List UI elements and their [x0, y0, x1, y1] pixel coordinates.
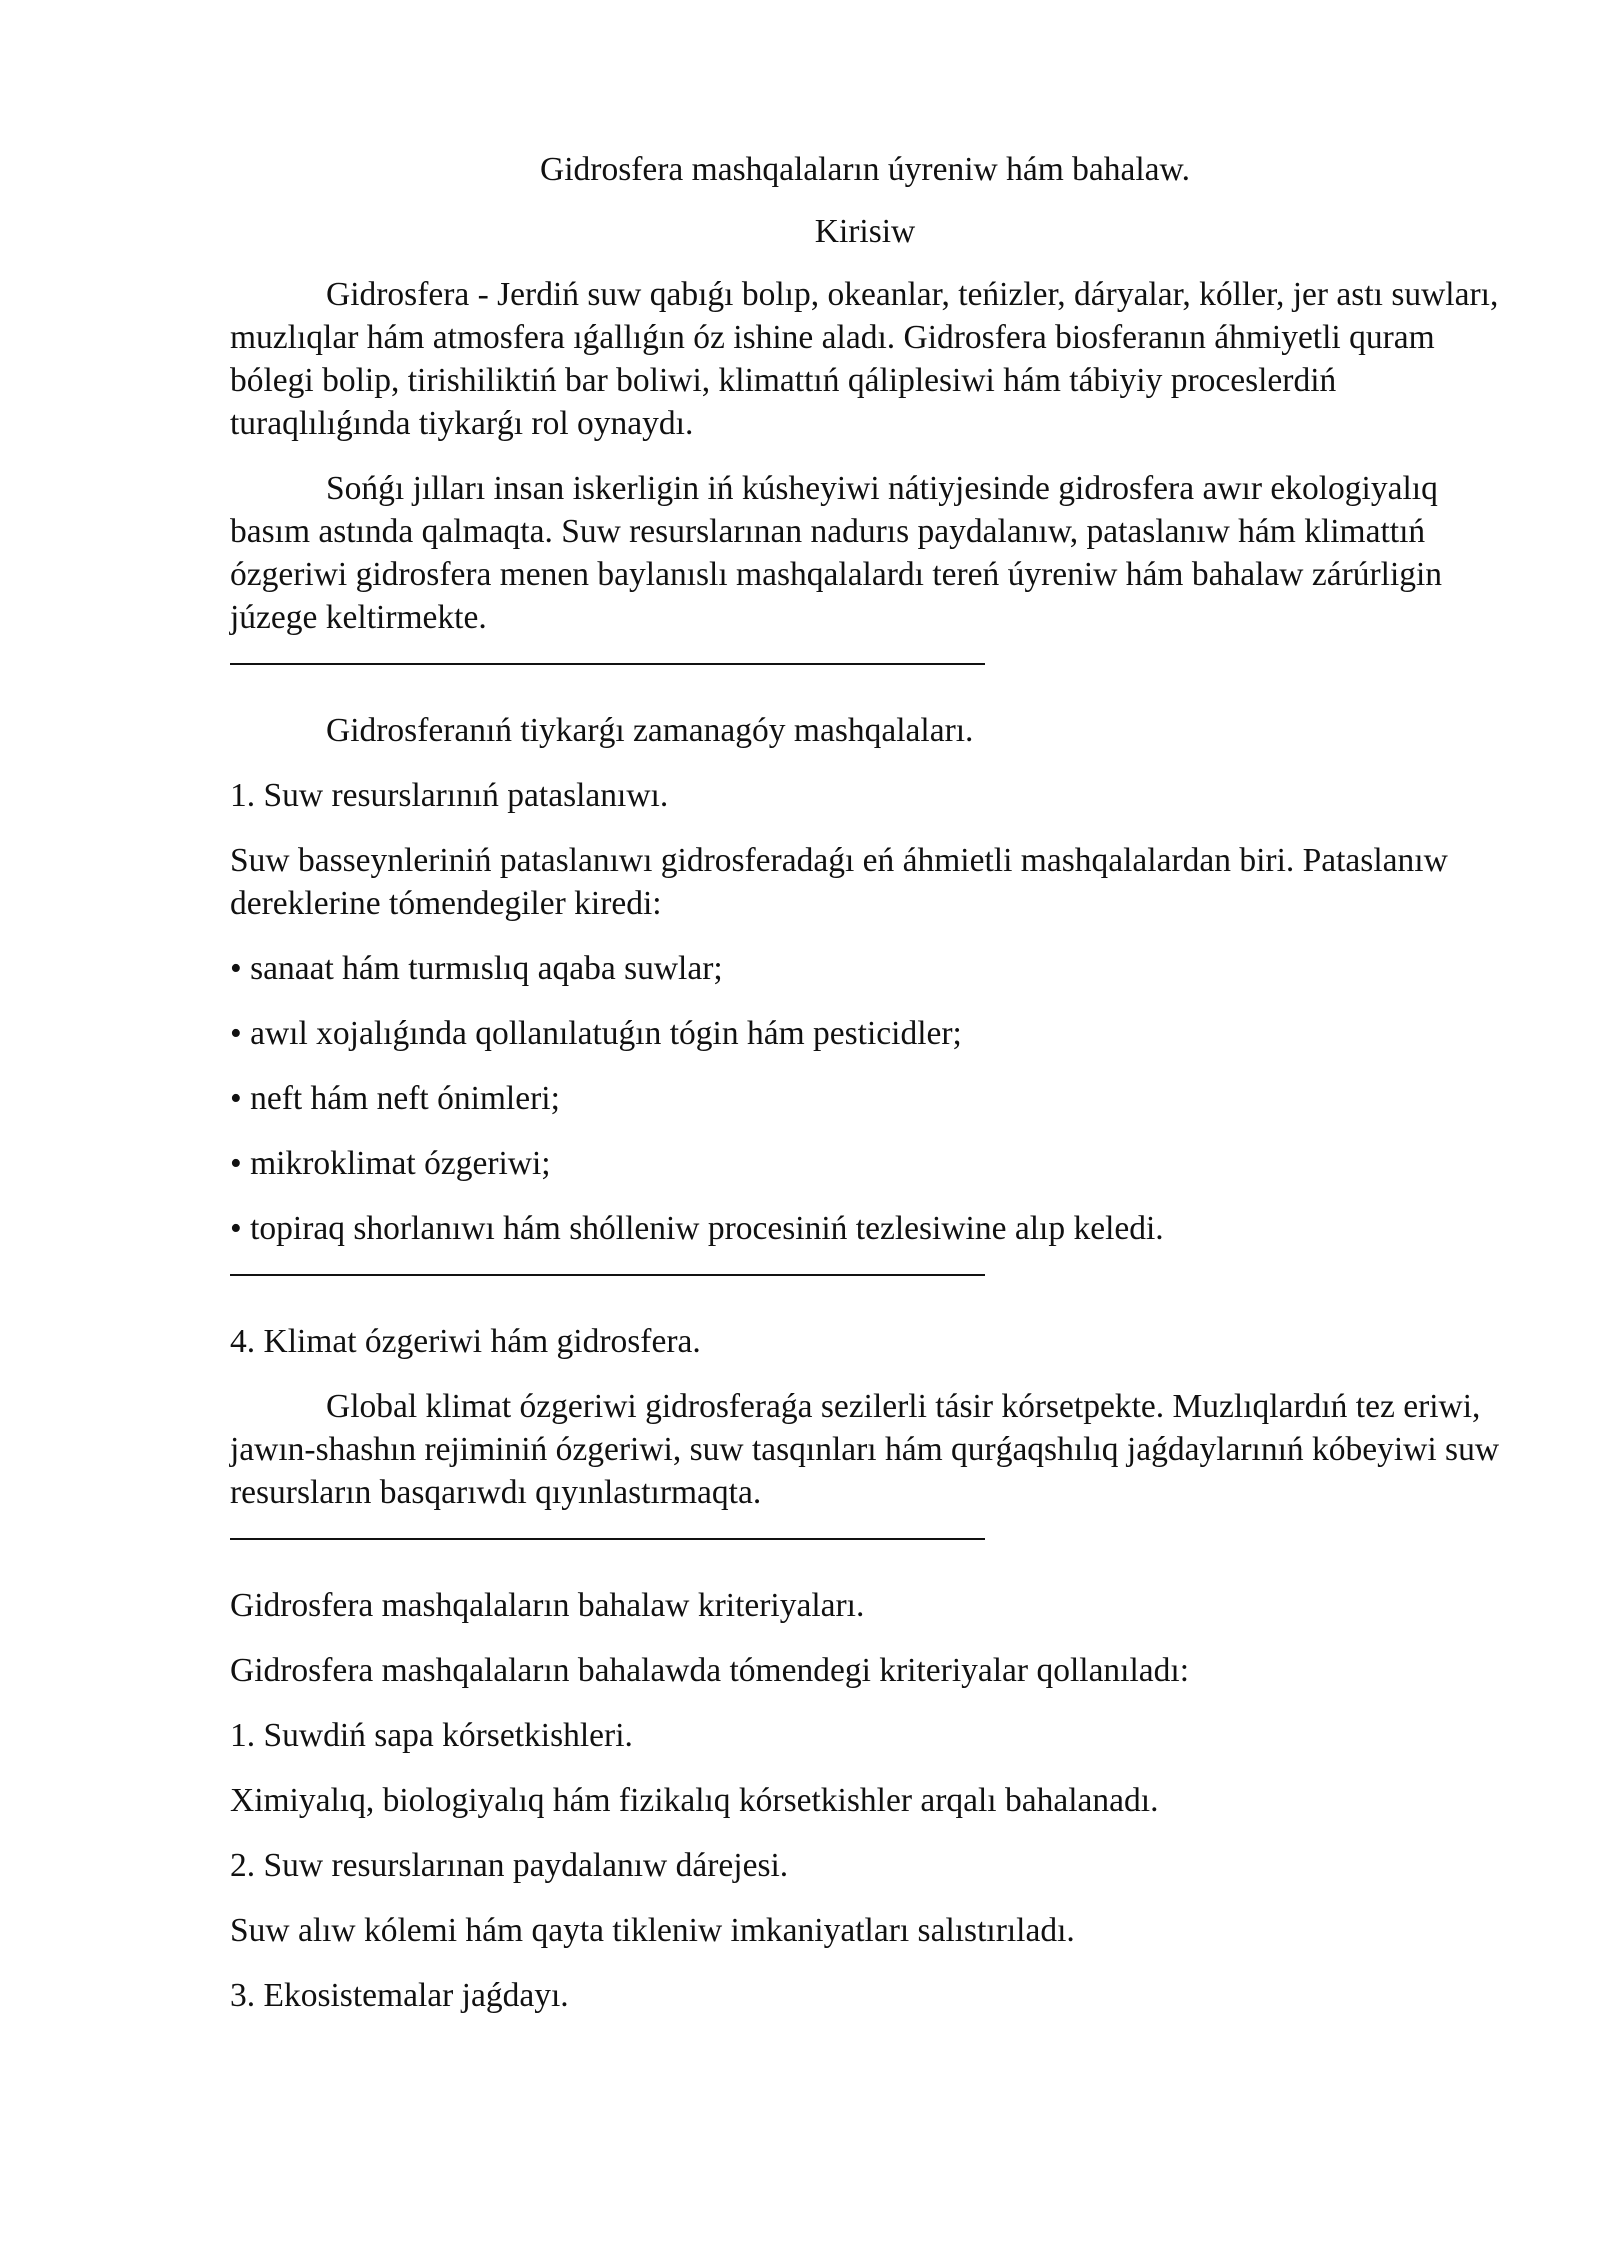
intro-paragraph-1: Gidrosfera - Jerdiń suw qabıǵı bolıp, okeanlar, teńizler, dáryalar, kóller, jer astı suwları, muzlıqlar hám atmosfera ıǵallıǵın óz ishine aladı. Gidrosfera biosferanın áhmiyetli quram bólegi bolip, tirishiliktiń bar boliwi, klimattıń qáliplesiwi hám tábiyiy proceslerdiń turaqlılıǵında tiykarǵı rol oynaydı. [230, 276, 1499, 442]
separator-line-3 [230, 1538, 985, 1540]
document-title: Gidrosfera mashqalaların úyreniw hám bahalaw. [540, 151, 1190, 188]
bullet-item-1: • sanaat hám turmıslıq aqaba suwlar; [230, 950, 723, 987]
section4-heading: 4. Klimat ózgeriwi hám gidrosfera. [230, 1323, 701, 1360]
criteria-heading: Gidrosfera mashqalaların bahalaw kriteriyaları. [230, 1587, 865, 1624]
bullet-item-2: • awıl xojalıǵında qollanılatuǵın tógin hám pesticidler; [230, 1015, 962, 1052]
bullet-item-3: • neft hám neft ónimleri; [230, 1080, 560, 1117]
intro-heading: Kirisiw [814, 213, 916, 250]
separator-line-1 [230, 663, 985, 665]
criteria-item-2-description: Suw alıw kólemi hám qayta tikleniw imkaniyatları salıstırıladı. [230, 1912, 1075, 1949]
section4-paragraph: Global klimat ózgeriwi gidrosferaǵa sezilerli tásir kórsetpekte. Muzlıqlardıń tez eriwi, jawın-shashın rejiminiń ózgeriwi, suw tasqınları hám qurǵaqshılıq jaǵdaylarınıń kóbeyiwi suw resursların basqarıwdı qıyınlastırmaqta. [230, 1388, 1500, 1511]
bullet-item-4: • mikroklimat ózgeriwi; [230, 1145, 551, 1182]
section1-paragraph: Suw basseynleriniń pataslanıwı gidrosferadaǵı eń áhmietli mashqalalardan biri. Pataslanıw dereklerine tómendegiler kiredi: [230, 842, 1448, 922]
section1-heading: Gidrosferanıń tiykarǵı zamanagóy mashqalaları. [326, 712, 974, 749]
criteria-item-1-description: Ximiyalıq, biologiyalıq hám fizikalıq kórsetkishler arqalı bahalanadı. [230, 1782, 1159, 1819]
separator-line-2 [230, 1274, 985, 1276]
intro-paragraph-2: Sońǵı jılları insan iskerligin iń kúsheyiwi nátiyjesinde gidrosfera awır ekologiyalıq basım astında qalmaqta. Suw resurslarınan nadurıs paydalanıw, pataslanıw hám klimattıń ózgeriwi gidrosfera menen baylanıslı mashqalalardı tereń úyreniw hám bahalaw zárúrligin júzege keltirmekte. [230, 470, 1443, 636]
document-page [230, 148, 1500, 2039]
criteria-item-3: 3. Ekosistemalar jaǵdayı. [230, 1977, 569, 2014]
criteria-item-2: 2. Suw resurslarınan paydalanıw dárejesi. [230, 1847, 789, 1884]
criteria-item-1: 1. Suwdiń sapa kórsetkishleri. [230, 1717, 633, 1754]
criteria-intro: Gidrosfera mashqalaların bahalawda tómendegi kriteriyalar qollanıladı: [230, 1652, 1190, 1689]
bullet-item-5: • topiraq shorlanıwı hám shólleniw procesiniń tezlesiwine alıp keledi. [230, 1210, 1164, 1247]
section1-subheading: 1. Suw resurslarınıń pataslanıwı. [230, 777, 669, 814]
